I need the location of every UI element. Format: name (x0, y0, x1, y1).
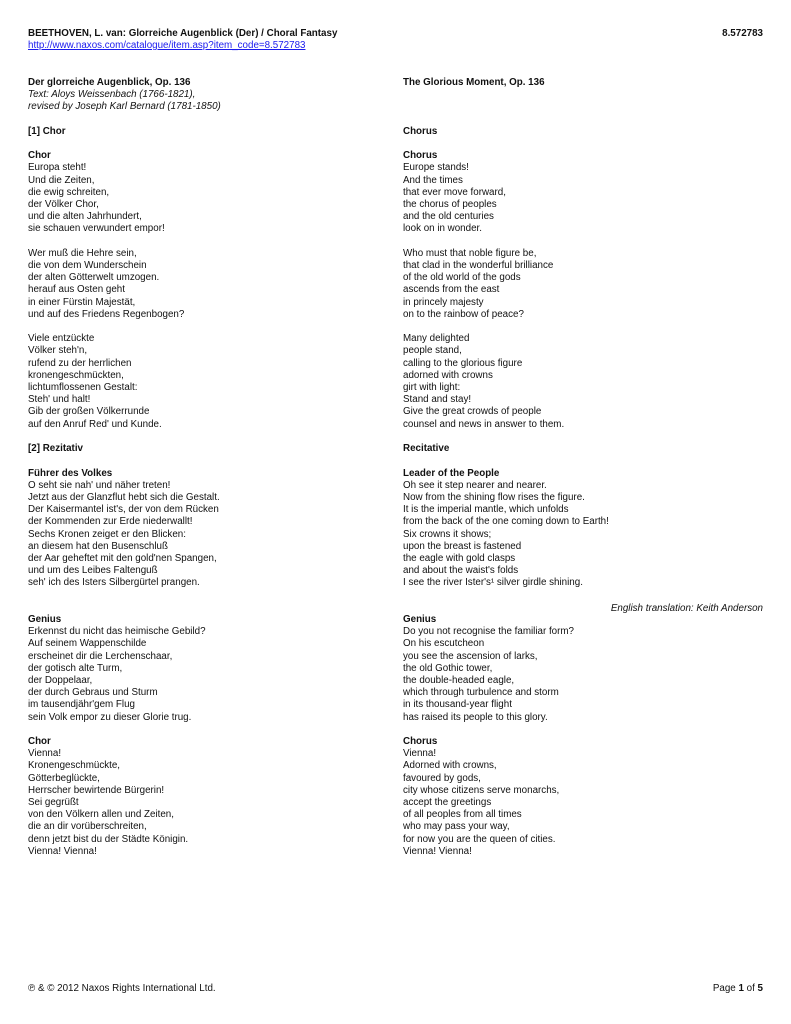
english-text-line: city whose citizens serve monarchs, (403, 784, 560, 796)
english-text-line: you see the ascension of larks, (403, 650, 538, 662)
english-text-line (403, 138, 763, 150)
page-current: 1 (738, 983, 744, 994)
german-text-line: Text: Aloys Weissenbach (1766-1821), (28, 89, 196, 101)
german-text-line: die ewig schreiten, (28, 186, 110, 198)
german-text-line: sein Volk empor zu dieser Glorie trug. (28, 711, 192, 723)
german-text-line: Wer muß die Hehre sein, (28, 247, 137, 259)
english-text-line: of the old world of the gods (403, 272, 521, 284)
english-text-line: in princely majesty (403, 296, 484, 308)
english-text-line: upon the breast is fastened (403, 540, 522, 552)
english-text-line: favoured by gods, (403, 772, 481, 784)
english-heading-line: Genius (403, 613, 437, 625)
german-text-line: Steh' und halt! (28, 394, 91, 406)
english-text-line (403, 89, 763, 101)
english-text-line: And the times (403, 174, 463, 186)
german-text-line (28, 114, 388, 126)
german-text-line: Viele entzückte (28, 333, 95, 345)
german-text-line: Auf seinem Wappenschilde (28, 638, 147, 650)
german-text-line: an diesem hat den Busenschluß (28, 540, 168, 552)
german-text-line: Sechs Kronen zeiget er den Blicken: (28, 528, 186, 540)
german-text-line (28, 602, 388, 614)
german-text-line: der gotisch alte Turm, (28, 662, 123, 674)
german-text-line: seh' ich des Isters Silbergürtel prangen. (28, 577, 200, 589)
german-heading-line: Chor (28, 735, 51, 747)
german-heading-line: Genius (28, 613, 62, 625)
german-text-line (28, 321, 388, 333)
german-text-line: die von dem Wunderschein (28, 260, 147, 272)
english-text-line (403, 321, 763, 333)
english-text-line (403, 114, 763, 126)
page-total: 5 (757, 983, 763, 994)
english-text-line: who may pass your way, (403, 821, 510, 833)
english-text-line: the chorus of peoples (403, 199, 497, 211)
german-text-line: Sei gegrüßt (28, 796, 79, 808)
english-text-line: Many delighted (403, 333, 470, 345)
english-text-line: Vienna! Vienna! (403, 845, 472, 857)
german-text-line: und auf des Friedens Regenbogen? (28, 308, 185, 320)
german-text-line: Völker steh'n, (28, 345, 88, 357)
english-text-line: of all peoples from all times (403, 809, 522, 821)
english-text-line (403, 590, 763, 602)
german-text-column (28, 77, 388, 858)
german-text-line: Kronengeschmückte, (28, 760, 121, 772)
translation-credit: English translation: Keith Anderson (610, 603, 763, 614)
german-text-line: der durch Gebraus und Sturm (28, 687, 158, 699)
german-text-line (28, 236, 388, 248)
german-text-line: Vienna! Vienna! (28, 845, 97, 857)
english-text-line: I see the river Ister's¹ silver girdle shining. (403, 577, 583, 589)
english-text-line: and the old centuries (403, 211, 494, 223)
english-text-line: ascends from the east (403, 284, 500, 296)
german-text-line: kronengeschmückten, (28, 369, 124, 381)
english-text-line (403, 724, 763, 736)
english-text-column (403, 77, 763, 858)
german-text-line (28, 138, 388, 150)
german-text-line: Gib der großen Völkerrunde (28, 406, 150, 418)
german-text-line (28, 724, 388, 736)
english-text-line: the old Gothic tower, (403, 662, 493, 674)
german-text-line: der alten Götterwelt umzogen. (28, 272, 160, 284)
german-text-line: sie schauen verwundert empor! (28, 223, 165, 235)
english-text-line: for now you are the queen of cities. (403, 833, 556, 845)
german-text-line: herauf aus Osten geht (28, 284, 125, 296)
english-text-line: Six crowns it shows; (403, 528, 492, 540)
english-heading-line: Recitative (403, 443, 450, 455)
english-text-line: Oh see it step nearer and nearer. (403, 479, 547, 491)
document-title: BEETHOVEN, L. van: Glorreiche Augenblick (Der) / Choral Fantasy (28, 28, 338, 39)
english-heading-line: Chorus (403, 735, 438, 747)
english-text-line: Who must that noble figure be, (403, 247, 537, 259)
english-text-line: Vienna! (403, 748, 437, 760)
english-text-line: Adorned with crowns, (403, 760, 497, 772)
english-text-line: calling to the glorious figure (403, 357, 523, 369)
catalogue-number: 8.572783 (722, 28, 763, 39)
german-text-line: revised by Joseph Karl Bernard (1781-1850) (28, 101, 221, 113)
english-text-line: has raised its people to this glory. (403, 711, 548, 723)
english-text-line: Do you not recognise the familiar form? (403, 626, 574, 638)
english-text-line: on to the rainbow of peace? (403, 308, 524, 320)
page-separator: of (743, 983, 758, 994)
english-heading-line: Chorus (403, 150, 438, 162)
english-text-line: Give the great crowds of people (403, 406, 542, 418)
copyright-notice: ℗ & © 2012 Naxos Rights International Ltd. (28, 983, 216, 994)
german-text-line: und um des Leibes Faltenguß (28, 565, 158, 577)
german-text-line: und die alten Jahrhundert, (28, 211, 142, 223)
german-text-line: Vienna! (28, 748, 62, 760)
german-text-line: Jetzt aus der Glanzflut hebt sich die Gestalt. (28, 491, 220, 503)
german-text-line: im tausendjähr'gem Flug (28, 699, 135, 711)
english-text-line: that clad in the wonderful brilliance (403, 260, 554, 272)
english-text-line: in its thousand-year flight (403, 699, 512, 711)
english-text-line (403, 455, 763, 467)
german-text-line: von den Völkern allen und Zeiten, (28, 809, 174, 821)
german-text-line: der Aar geheftet mit den gold'nen Spangen, (28, 552, 217, 564)
english-text-line (403, 431, 763, 443)
page-prefix: Page (712, 983, 739, 994)
german-text-line: in einer Fürstin Majestät, (28, 296, 136, 308)
english-text-line: people stand, (403, 345, 462, 357)
english-heading-line: Chorus (403, 125, 438, 137)
english-text-line (403, 101, 763, 113)
german-text-line: Götterbeglückte, (28, 772, 100, 784)
catalogue-link[interactable]: http://www.naxos.com/catalogue/item.asp?item_code=8.572783 (28, 40, 306, 51)
english-text-line: counsel and news in answer to them. (403, 418, 565, 430)
english-text-line: girt with light: (403, 382, 461, 394)
english-text-line: accept the greetings (403, 796, 492, 808)
english-text-line: Stand and stay! (403, 394, 472, 406)
english-text-line: adorned with crowns (403, 369, 493, 381)
english-heading-line: Leader of the People (403, 467, 500, 479)
german-text-line: erscheinet dir die Lerchenschaar, (28, 650, 173, 662)
german-text-line: Erkennst du nicht das heimische Gebild? (28, 626, 206, 638)
german-heading-line: [1] Chor (28, 125, 66, 137)
german-text-line: die an dir vorüberschreiten, (28, 821, 147, 833)
english-text-line: from the back of the one coming down to Earth! (403, 516, 609, 528)
english-text-line: the double-headed eagle, (403, 674, 515, 686)
german-text-line: O seht sie nah' und näher treten! (28, 479, 171, 491)
german-heading-line: Führer des Volkes (28, 467, 113, 479)
german-heading-line: Chor (28, 150, 51, 162)
english-text-line: look on in wonder. (403, 223, 482, 235)
german-text-line (28, 590, 388, 602)
english-text-line: that ever move forward, (403, 186, 506, 198)
english-text-line: the eagle with gold clasps (403, 552, 516, 564)
german-text-line: der Völker Chor, (28, 199, 99, 211)
german-text-line: lichtumflossenen Gestalt: (28, 382, 138, 394)
german-text-line: Und die Zeiten, (28, 174, 95, 186)
english-text-line: On his escutcheon (403, 638, 485, 650)
english-text-line (403, 236, 763, 248)
english-text-line: Now from the shining flow rises the figure. (403, 491, 585, 503)
german-text-line: Der Kaisermantel ist's, der von dem Rücken (28, 504, 219, 516)
english-text-line: which through turbulence and storm (403, 687, 559, 699)
german-text-line: Europa steht! (28, 162, 87, 174)
german-text-line (28, 455, 388, 467)
german-heading-line: Der glorreiche Augenblick, Op. 136 (28, 77, 191, 88)
german-text-line: Herrscher bewirtende Bürgerin! (28, 784, 165, 796)
english-text-line: and about the waist's folds (403, 565, 519, 577)
english-text-line: Europe stands! (403, 162, 469, 174)
german-text-line: rufend zu der herrlichen (28, 357, 132, 369)
german-text-line: denn jetzt bist du der Städte Königin. (28, 833, 189, 845)
german-heading-line: [2] Rezitativ (28, 443, 83, 455)
german-text-line (28, 431, 388, 443)
english-heading-line: The Glorious Moment, Op. 136 (403, 77, 545, 88)
page-indicator (713, 983, 763, 994)
german-text-line: der Doppelaar, (28, 674, 93, 686)
german-text-line: auf den Anruf Red' und Kunde. (28, 418, 162, 430)
english-text-line: It is the imperial mantle, which unfolds (403, 504, 569, 516)
german-text-line: der Kommenden zur Erde niederwallt! (28, 516, 193, 528)
